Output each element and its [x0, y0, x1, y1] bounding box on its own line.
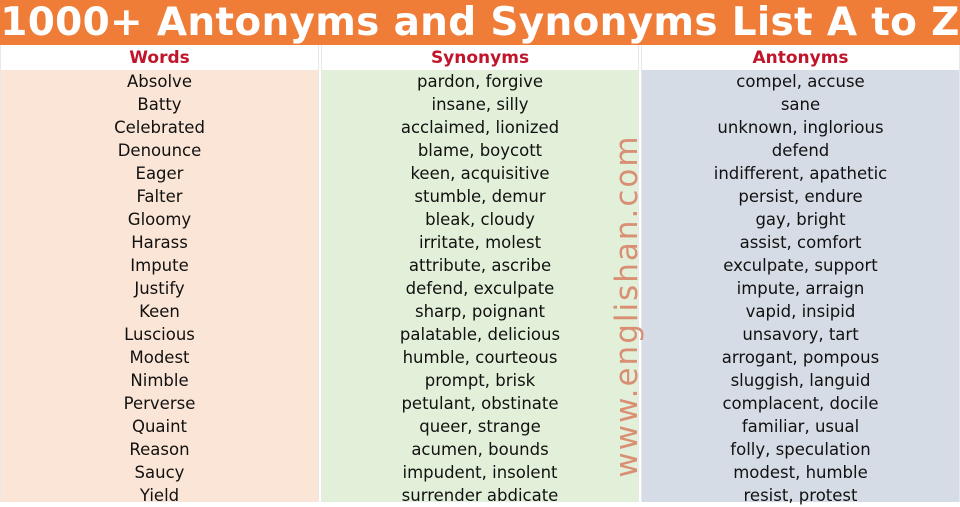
word-cell: Batty: [137, 95, 182, 114]
synonym-cell: stumble, demur: [414, 187, 546, 206]
word-cell: Harass: [131, 233, 188, 252]
antonym-cell: arrogant, pompous: [721, 348, 880, 367]
antonym-cell: familiar, usual: [741, 417, 860, 436]
synonym-cell: sharp, poignant: [414, 302, 546, 321]
word-cell: Absolve: [127, 72, 192, 91]
word-cell: Justify: [134, 279, 185, 298]
synonym-cell: queer, strange: [419, 417, 541, 436]
antonym-cell: sluggish, languid: [730, 371, 871, 390]
synonym-cell: humble, courteous: [402, 348, 558, 367]
antonym-cell: compel, accuse: [736, 72, 865, 91]
word-cell: Denounce: [117, 141, 202, 160]
synonym-cell: insane, silly: [431, 95, 529, 114]
antonyms-column-header: Antonyms: [642, 45, 959, 70]
word-cell: Saucy: [134, 463, 185, 482]
synonyms-column: [321, 45, 639, 505]
synonym-cell: acclaimed, lionized: [400, 118, 560, 137]
synonyms-list: [322, 70, 638, 505]
word-cell: Falter: [136, 187, 183, 206]
antonym-cell: folly, speculation: [730, 440, 871, 459]
synonym-cell: attribute, ascribe: [408, 256, 552, 275]
word-cell: Perverse: [123, 394, 196, 413]
synonym-cell: prompt, brisk: [424, 371, 536, 390]
synonym-cell: surrender abdicate: [401, 486, 559, 505]
synonym-cell: blame, boycott: [417, 141, 543, 160]
words-column: [0, 45, 319, 505]
antonym-cell: unknown, inglorious: [717, 118, 884, 137]
antonyms-list: [642, 70, 959, 505]
antonyms-column: [641, 45, 960, 505]
page-title: 1000+ Antonyms and Synonyms List A to Z: [0, 0, 960, 45]
synonym-cell: irritate, molest: [418, 233, 542, 252]
synonyms-column-header: Synonyms: [322, 45, 638, 70]
antonym-cell: gay, bright: [755, 210, 846, 229]
antonym-cell: defend: [771, 141, 830, 160]
antonym-cell: persist, endure: [738, 187, 863, 206]
word-cell: Reason: [129, 440, 190, 459]
word-cell: Nimble: [130, 371, 189, 390]
word-cell: Celebrated: [114, 118, 205, 137]
antonym-cell: resist, protest: [743, 486, 858, 505]
title-banner: [0, 0, 960, 45]
synonym-cell: palatable, delicious: [399, 325, 561, 344]
word-cell: Quaint: [131, 417, 188, 436]
word-cell: Modest: [129, 348, 190, 367]
word-cell: Luscious: [124, 325, 195, 344]
word-cell: Eager: [135, 164, 184, 183]
antonym-cell: complacent, docile: [722, 394, 879, 413]
antonym-cell: indifferent, apathetic: [713, 164, 888, 183]
watermark: www.englishan.com: [609, 134, 645, 478]
word-cell: Keen: [139, 302, 180, 321]
word-cell: Impute: [130, 256, 189, 275]
words-column-header: Words: [1, 45, 318, 70]
antonym-cell: impute, arraign: [736, 279, 865, 298]
synonym-cell: bleak, cloudy: [425, 210, 535, 229]
word-cell: Gloomy: [127, 210, 192, 229]
words-list: [1, 70, 318, 505]
synonym-cell: pardon, forgive: [417, 72, 543, 91]
antonym-cell: modest, humble: [733, 463, 868, 482]
antonym-cell: vapid, insipid: [745, 302, 856, 321]
antonym-cell: unsavory, tart: [742, 325, 859, 344]
word-cell: Yield: [139, 486, 180, 505]
synonym-cell: petulant, obstinate: [401, 394, 559, 413]
antonym-cell: exculpate, support: [723, 256, 878, 275]
synonym-cell: acumen, bounds: [411, 440, 549, 459]
antonym-cell: assist, comfort: [739, 233, 862, 252]
synonym-cell: impudent, insolent: [402, 463, 558, 482]
antonym-cell: sane: [780, 95, 821, 114]
synonym-cell: defend, exculpate: [405, 279, 555, 298]
synonym-cell: keen, acquisitive: [410, 164, 550, 183]
